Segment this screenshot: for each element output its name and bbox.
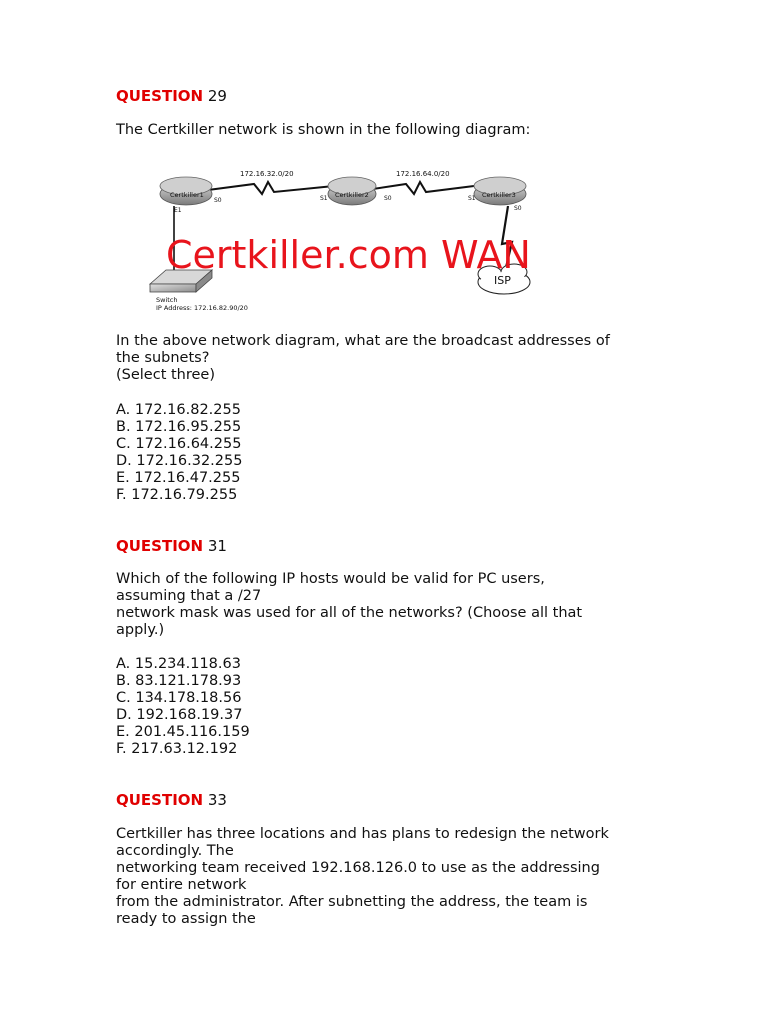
link1-label: 172.16.32.0/20 <box>240 170 294 178</box>
question-31 <box>116 537 676 555</box>
question-31-text-line3: network mask was used for all of the networks? (Choose all that <box>116 605 583 621</box>
option-c: C. 134.178.18.56 <box>116 690 242 706</box>
question-33-line3: networking team received 192.168.126.0 to use as the addressing <box>116 860 600 876</box>
router-2-label: Certkiller2 <box>335 191 369 199</box>
question-33-line1: Certkiller has three locations and has plans to redesign the network <box>116 826 609 842</box>
router-3-s0-label: S0 <box>514 205 522 212</box>
option-c: C. 172.16.64.255 <box>116 436 242 452</box>
question-29-options <box>116 402 676 504</box>
network-diagram <box>144 160 536 316</box>
question-31-text-line2: assuming that a /27 <box>116 588 262 604</box>
question-33-line4: for entire network <box>116 877 247 893</box>
question-33 <box>116 791 676 809</box>
link2-label: 172.16.64.0/20 <box>396 170 450 178</box>
question-31-text-line4: apply.) <box>116 622 165 638</box>
router-2 <box>328 177 376 205</box>
router-3-s1-label: S1 <box>468 195 476 202</box>
option-b: B. 83.121.178.93 <box>116 673 242 689</box>
question-29-prompt-line1: In the above network diagram, what are the broadcast addresses of <box>116 333 610 349</box>
question-29 <box>116 87 676 105</box>
router-1-label: Certkiller1 <box>170 191 204 199</box>
question-33-line5: from the administrator. After subnetting the address, the team is <box>116 894 588 910</box>
router-3-label: Certkiller3 <box>482 191 516 199</box>
option-e: E. 172.16.47.255 <box>116 470 241 486</box>
option-b: B. 172.16.95.255 <box>116 419 242 435</box>
router-1-s0-label: S0 <box>214 197 222 204</box>
question-29-prompt-line2: the subnets? <box>116 350 210 366</box>
question-31-text <box>116 571 676 639</box>
router-1-e1-label: E1 <box>174 207 182 214</box>
option-f: F. 217.63.12.192 <box>116 741 238 757</box>
router-3 <box>474 177 526 205</box>
question-29-prompt <box>116 333 676 384</box>
question-keyword: QUESTION <box>116 87 204 105</box>
router-1 <box>160 177 212 205</box>
question-33-heading <box>116 791 676 809</box>
option-d: D. 172.16.32.255 <box>116 453 243 469</box>
option-e: E. 201.45.116.159 <box>116 724 250 740</box>
question-keyword: QUESTION <box>116 537 204 555</box>
question-33-text <box>116 826 676 928</box>
question-33-line6: ready to assign the <box>116 911 256 927</box>
question-number: 31 <box>207 537 227 555</box>
question-29-intro-block <box>116 122 676 139</box>
serial-link-1 <box>208 182 334 194</box>
isp-label: ISP <box>494 274 511 287</box>
question-31-heading <box>116 537 676 555</box>
question-29-prompt-line3: (Select three) <box>116 367 216 383</box>
router-2-s1-label: S1 <box>320 195 328 202</box>
serial-link-2 <box>366 182 474 194</box>
option-a: A. 172.16.82.255 <box>116 402 241 418</box>
question-29-heading <box>116 87 676 105</box>
question-31-options <box>116 656 676 758</box>
question-number: 33 <box>207 791 227 809</box>
question-number: 29 <box>207 87 227 105</box>
switch-label: Switch <box>156 296 178 304</box>
network-diagram-svg <box>144 160 536 316</box>
question-33-line2: accordingly. The <box>116 843 234 859</box>
router-2-s0-label: S0 <box>384 195 392 202</box>
option-d: D. 192.168.19.37 <box>116 707 243 723</box>
switch-ip-label: IP Address: 172.16.82.90/20 <box>156 304 248 312</box>
question-29-intro: The Certkiller network is shown in the following diagram: <box>116 122 531 138</box>
question-31-text-line1: Which of the following IP hosts would be valid for PC users, <box>116 571 545 587</box>
question-keyword: QUESTION <box>116 791 204 809</box>
option-f: F. 172.16.79.255 <box>116 487 238 503</box>
option-a: A. 15.234.118.63 <box>116 656 241 672</box>
diagram-watermark: Certkiller.com WAN <box>166 233 531 277</box>
